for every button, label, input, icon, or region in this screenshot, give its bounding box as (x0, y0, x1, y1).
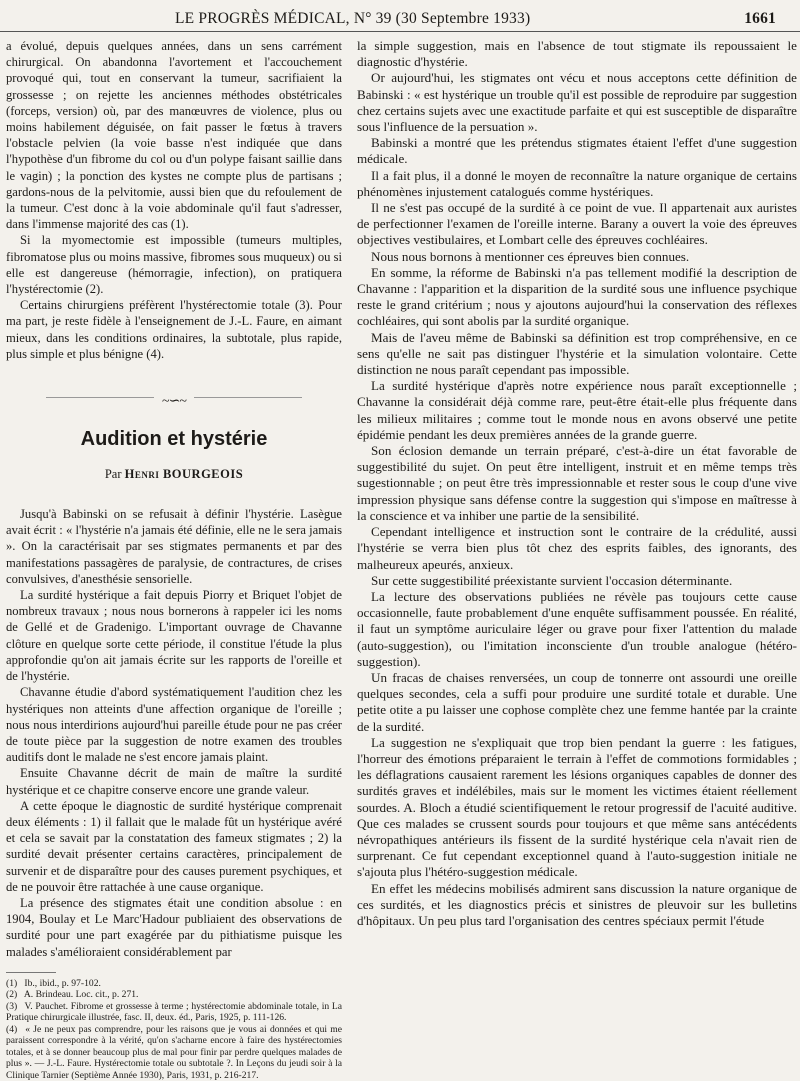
journal-title: LE PROGRÈS MÉDICAL, N° 39 (30 Septembre 1933) (175, 10, 531, 27)
paragraph: Mais de l'aveu même de Babinski sa définition est trop compréhensive, en ce sens qu'elle ne sait pas distinguer l'hystérie et la simulation volontaire. Cette distinction ne nous paraît cependant pas impossible. (357, 329, 797, 378)
paragraph: Si la myomectomie est impossible (tumeurs multiples, fibromatose plus ou moins massive, fibromes sous muqueux) ou si elle est dangereuse (hémorragie, infection), on pratiquera l'hystérectomie (2). (6, 233, 342, 297)
article-title: Audition et hystérie (80, 428, 268, 451)
article-body-right (357, 38, 797, 929)
footnotes (6, 978, 342, 1081)
paragraph: Cependant intelligence et instruction sont le contraire de la crédulité, aussi l'hystérie se verra bien plus tôt chez des esprits faibles, des ignorants, des malheureux apeurés, anxieux. (357, 524, 797, 572)
paragraph: En effet les médecins mobilisés admirent sans discussion la nature organique de ces surdités, et les diagnostics précis et sinistres de pleuvoir sur les bulletins d'hôpitaux. Un peu plus tard l'organisation des centres spéciaux permit l'étude (357, 880, 797, 928)
paragraph: Son éclosion demande un terrain préparé, c'est-à-dire un état favorable de suggestibilité du sujet. On peut être intelligent, instruit et en même temps très sugestionnable ; on peut être très impressionnable et rester sous le coup d'une vive impression physique sans défense contre la suggestion qui s'impose en maîtresse à la conscience et va inhiber une partie de la sensibilité. (357, 443, 797, 523)
article-body-left (6, 506, 342, 960)
footnote (6, 989, 342, 1001)
paragraph: La présence des stigmates était une condition absolue : en 1904, Boulay et Le Marc'Hadour publiaient des observations de surdité pour une part exagérée par du pithiatisme puisque les malades s'amélioraient considérablement par (6, 895, 342, 959)
paragraph: Nous nous bornons à mentionner ces épreuves bien connues. (371, 248, 690, 264)
footnote-text: Ib., ibid., p. 97-102. (24, 977, 101, 989)
footnote-rule (6, 972, 56, 973)
footnote (6, 1001, 342, 1024)
paragraph: Sur cette suggestibilité préexistante survient l'occasion déterminante. (371, 572, 733, 588)
paragraph: Chavanne étudie d'abord systématiquement l'audition chez les hystériques non atteints d'une affection organique de l'oreille ; nous nous interdirions aujourd'hui pareille étude pour ne pas créer de toute pièce par la suggestion de notre examen des troubles auditifs dont le malade ne s'est encore jamais plaint. (6, 685, 342, 765)
paragraph: Babinski a montré que les prétendus stigmates étaient l'effet d'une suggestion médicale. (357, 135, 797, 167)
paragraph: Un fracas de chaises renversées, un coup de tonnerre ont assourdi une oreille quelques secondes, cela a suffi pour produire une surdité totale et durable. Une petite otite a pu laisser une cophose complète chez une femme hantée par la crainte de la surdité. (357, 669, 797, 734)
paragraph: A cette époque le diagnostic de surdité hystérique comprenait deux éléments : 1) il fallait que le malade fût un hystérique avéré et cela se savait par la constatation des fameux stigmates ; 2) la surdité devait présenter certains caractères, principalement de survenir et de disparaître pour des causes purement psychiques, et de ne pouvoir être rattachée à une cause organique. (6, 798, 342, 894)
paragraph: Ensuite Chavanne décrit de main de maître la surdité hystérique et ce chapitre conserve encore une grande valeur. (6, 766, 342, 797)
ornament-glyph: ~∽~ (154, 397, 194, 407)
section-ornament (6, 392, 342, 410)
author-name: Henri BOURGEOIS (124, 467, 244, 482)
footnote-text: V. Pauchet. Fibrome et grossesse à terme ; hystérectomie abdominale totale, in La Pratique chirurgicale illustrée, fasc. II, deux. éd., Paris, 1925, p. 111-126. (6, 1000, 342, 1024)
previous-article-end (6, 38, 342, 362)
paragraph: La surdité hystérique d'après notre expérience nous paraît exceptionnelle ; Chavanne la considérait déjà comme rare, peut-être était-elle plus fréquente dans les milieux militaires ; comme tout le monde nous en avons observé une petite épidémie pendant les deux premières années de la grande guerre. (357, 378, 797, 442)
paragraph: Il ne s'est pas occupé de la surdité à ce point de vue. Il appartenait aux auristes de perfectionner l'examen de l'oreille interne. Barany a ouvert la voie des épreuves objectives vestibulaires, et Lombart celle des épreuves cochléaires. (357, 200, 797, 248)
left-column (6, 38, 342, 1081)
paragraph: Jusqu'à Babinski on se refusait à définir l'hystérie. Lasègue avait écrit : « l'hystérie n'a jamais été définie, elle ne le sera jamais ». On la caractérisait par ses stigmates permanents et par des manifestations passagères de paralysie, de contractures, de crises convulsives, d'anesthésie sensorielle. (6, 507, 342, 586)
paragraph: La lecture des observations publiées ne révèle pas toujours cette cause occasionnelle, faute probablement d'une enquête suffisamment poussée. En réalité, il faut un symptôme auriculaire léger ou grave pour fixer l'attention du malade (auto-suggestion), ou l'imitation inconsciente d'un trouble analogue (hétéro-suggestion). (357, 588, 797, 669)
paragraph: Il a fait plus, il a donné le moyen de reconnaître la nature organique de certains phénomènes injustement catalogués comme hystériques. (357, 167, 797, 199)
paragraph: Or aujourd'hui, les stigmates ont vécu et nous acceptons cette définition de Babinski : « est hystérique un trouble qu'il est possible de reproduire par suggestion chez certains sujets avec une exactitude parfaite et qui est susceptible de disparaître sous l'influence de la persuation ». (357, 70, 797, 135)
footnote-number: (3) (6, 1000, 18, 1012)
footnote-text: « Je ne peux pas comprendre, pour les raisons que je vous ai données et qui me paraissent correspondre à la vérité, qu'on s'acharne encore à faire des hystérectomies totales, et à se donner beaucoup plus de mal pour finir par perdre quelques malades de plus ». — J.-L. Faure. Hystérectomie totale ou subtotale ?. In Leçons du jeudi soir à la Clinique Tarnier (Septième Année 1930), Paris, 1931, p. 216-217. (6, 1023, 342, 1081)
page-number: 1661 (744, 10, 776, 27)
byline-prefix: Par (104, 467, 125, 482)
header-rule (0, 31, 800, 32)
paragraph: La surdité hystérique a fait depuis Piorry et Briquet l'objet de nombreux travaux ; nous nous bornerons à rappeler ici les noms de Gellé et de Gradenigo. L'important ouvrage de Chavanne clôture en quelque sorte cette période, il constitue l'étude la plus approfondie qu'on ait jamais écrite sur les rapports de l'oreille et de l'hystérie. (6, 588, 342, 684)
paragraph: la simple suggestion, mais en l'absence de tout stigmate ils repoussaient le diagnostic d'hystérie. (357, 38, 797, 70)
paragraph: a évolué, depuis quelques années, dans un sens carrément chirurgical. On abandonna l'avortement et l'accouchement provoqué qui, tout en conservant la tumeur, sacrifiaient la grossesse ; on rejette les anciennes méthodes obstétricales (forceps, version) où, par des manœuvres de violence, plus ou moins habilement déguisée, on fait passer le fœtus à travers l'obstacle pelvien (la voie basse n'est indiquée que dans l'hypothèse d'un fibrome du col ou d'un polype faisant saillie dans le vagin) ; la ponction des kystes ne compte plus de partisans ; gardons-nous de la pelvitomie, aussi bien que du refoulement de la tumeur. C'est donc à la voie abdominale qu'il faut s'adresser, dans l'immense majorité des cas (1). (6, 39, 342, 232)
footnote (6, 978, 342, 990)
paragraph: Certains chirurgiens préfèrent l'hystérectomie totale (3). Pour ma part, je reste fidèle à l'enseignement de J.-L. Faure, en aimant mieux, dans les conditions ordinaires, la subtotale, plus rapide, plus simple et plus bénigne (4). (6, 298, 342, 361)
footnote-number: (2) (6, 989, 18, 1001)
paragraph: La suggestion ne s'expliquait que trop bien pendant la guerre : les fatigues, l'horreur des émotions préparaient le terrain à l'effet de commotions formidables ; les déflagrations causaient rarement les lésions organiques capables de donner des surdités graves et indélébiles, mais sur le moment les victimes étaient réellement sourdes. A. Bloch a étudié scientifiquement le retour progressif de l'acuité auditive. Que ces malades se crussent sourds pour toujours et que même sans antécédents névropathiques antérieurs ils fissent de la surdité hystérique cela n'avait rien de surprenant. Ce fut cependant exceptionnel quand à l'auto-suggestion initiale ne s'ajouta plus l'hétéro-suggestion médicale. (357, 734, 797, 880)
footnote (6, 1024, 342, 1081)
page-header (0, 8, 800, 30)
paragraph: En somme, la réforme de Babinski n'a pas tellement modifié la description de Chavanne : l'apparition et la disparition de la surdité sous une influence psychique reste le grand critérium ; nous y ajoutons aujourd'hui la conservation des réflexes cochléaires, qui sont abolis par la surdité organique. (357, 264, 797, 329)
byline (6, 467, 342, 482)
footnote-number: (4) (6, 1023, 18, 1035)
footnote-text: A. Brindeau. Loc. cit., p. 271. (23, 989, 139, 1001)
footnote-number: (1) (6, 977, 18, 989)
right-column (357, 38, 797, 1063)
